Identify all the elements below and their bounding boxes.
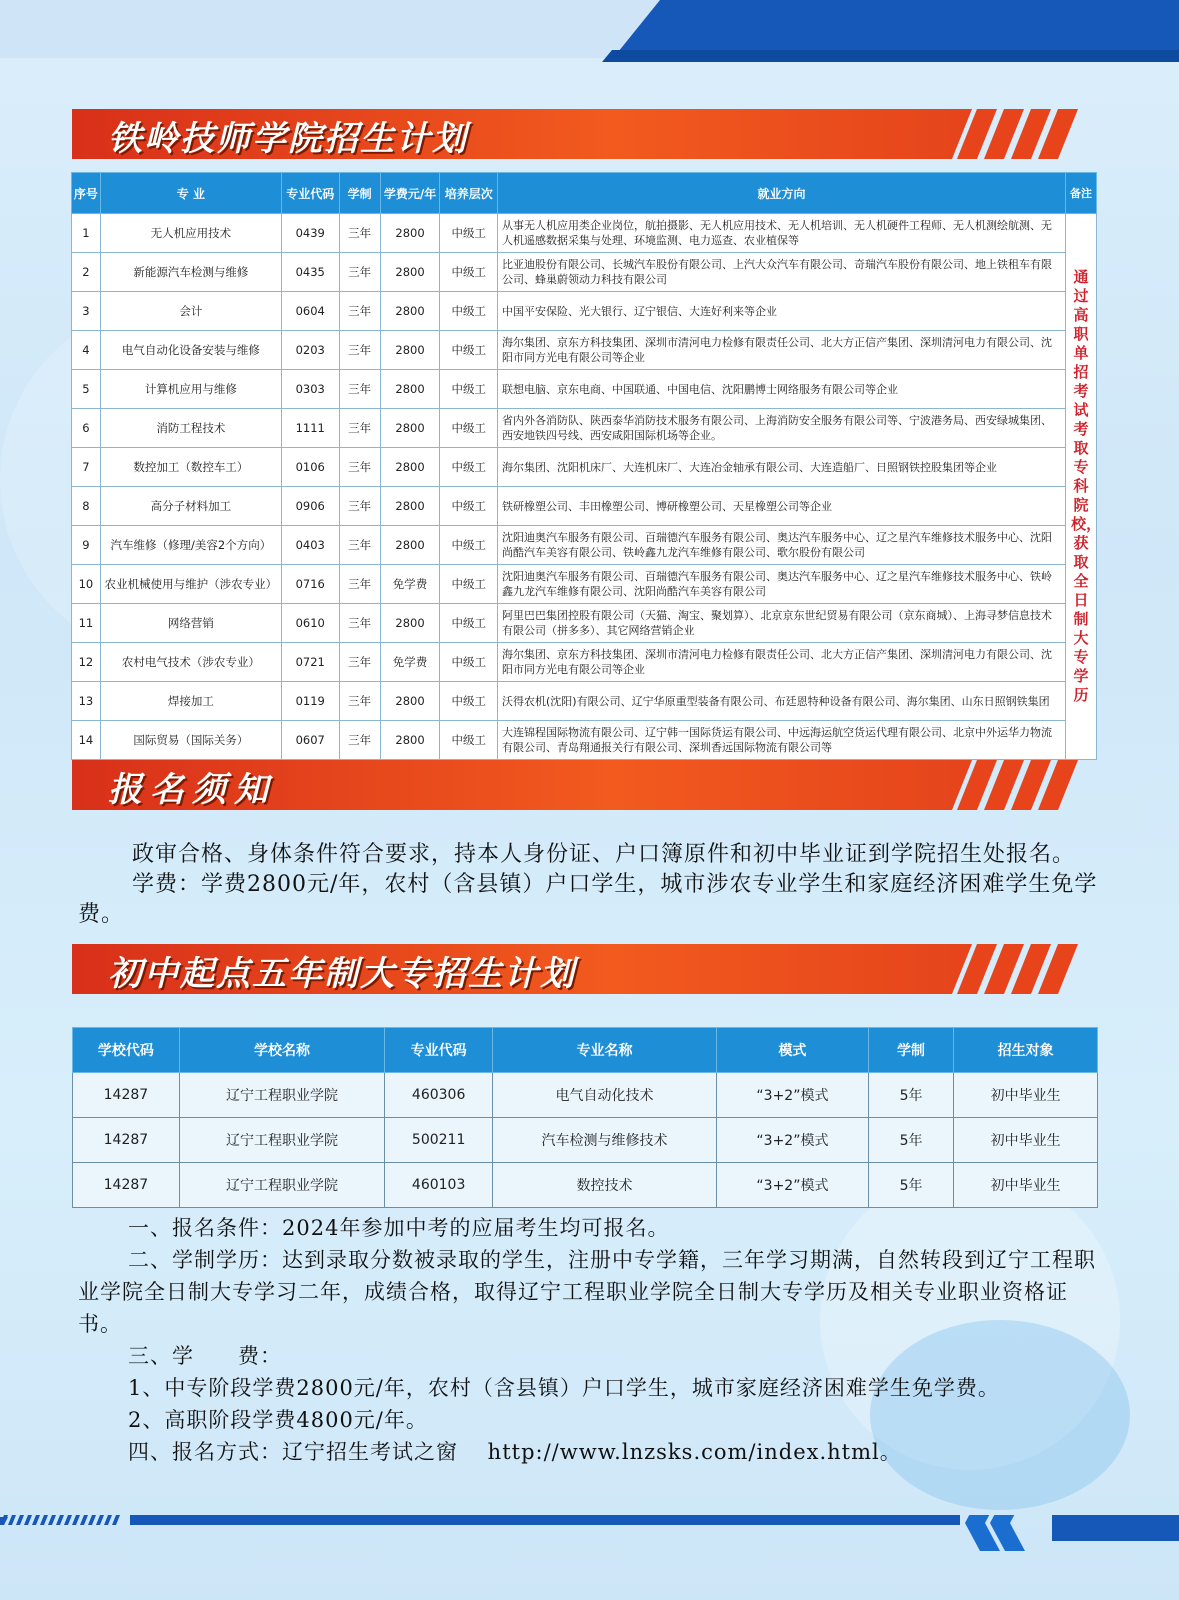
cell-school-name: 辽宁工程职业学院 [179,1118,384,1163]
cell-major: 网络营销 [100,604,281,643]
cell-major: 国际贸易（国际关务） [100,721,281,760]
cell-code: 0607 [281,721,339,760]
cell-major-name: 汽车检测与维修技术 [493,1118,717,1163]
cell-fee: 免学费 [380,565,440,604]
notice-paragraph: 政审合格、身体条件符合要求，持本人身份证、户口簿原件和初中毕业证到学院招生处报名。 [132,842,1076,867]
table-row [73,1073,1098,1118]
cell-no: 5 [72,370,101,409]
cell-level: 中级工 [440,409,498,448]
cell-years: 三年 [339,370,380,409]
stripe-mark [72,1515,80,1525]
cell-target: 初中毕业生 [954,1118,1098,1163]
cell-jobs: 海尔集团、京东方科技集团、深圳市清河电力检修有限责任公司、北大方正信产集团、深圳清河电力有限公司、沈阳市同方光电有限公司等企业 [498,331,1066,370]
cell-major-code: 460306 [385,1073,493,1118]
stripe-mark [104,1515,112,1525]
cell-fee: 2800 [380,487,440,526]
cell-no: 14 [72,721,101,760]
five-year-banner [72,944,1084,994]
cell-no: 6 [72,409,101,448]
cell-no: 12 [72,643,101,682]
cell-mode: “3+2”模式 [716,1073,868,1118]
cell-years: 三年 [339,214,380,253]
cell-major: 会计 [100,292,281,331]
cell-code: 0721 [281,643,339,682]
header-major-name: 专业名称 [493,1028,717,1073]
cell-years: 三年 [339,526,380,565]
rules-paragraph: 二、学制学历：达到录取分数被录取的学生，注册中专学籍，三年学习期满，自然转段到辽宁工程职业学院全日制大专学习二年，成绩合格，取得辽宁工程职业学院全日制大专学历及相关专业职业资格证书。 [78,1248,1096,1336]
cell-jobs: 海尔集团、沈阳机床厂、大连机床厂、大连冶金轴承有限公司、大连造船厂、日照钢铁控股集团等企业 [498,448,1066,487]
cell-school-name: 辽宁工程职业学院 [179,1163,384,1208]
cell-fee: 2800 [380,409,440,448]
stripe-mark [64,1515,72,1525]
cell-years: 三年 [339,253,380,292]
rules-paragraph: 一、报名条件：2024年参加中考的应届考生均可报名。 [128,1216,670,1240]
cell-major: 消防工程技术 [100,409,281,448]
cell-jobs: 阿里巴巴集团控股有限公司（天猫、淘宝、聚划算）、北京京东世纪贸易有限公司（京东商城）、上海寻梦信息技术有限公司（拼多多）、其它网络营销企业 [498,604,1066,643]
cell-target: 初中毕业生 [954,1073,1098,1118]
cell-major: 电气自动化设备安装与维修 [100,331,281,370]
header-major: 专 业 [100,173,281,214]
cell-no: 11 [72,604,101,643]
header-fee: 学费元/年 [380,173,440,214]
cell-jobs: 沈阳迪奥汽车服务有限公司、百瑞德汽车服务有限公司、奥达汽车服务中心、辽之星汽车维修技术服务中心、沈阳尚酷汽车美容有限公司、铁岭鑫九龙汽车维修有限公司、歌尔股份有限公司 [498,526,1066,565]
rules-paragraph: 1、中专阶段学费2800元/年，农村（含县镇）户口学生，城市家庭经济困难学生免学费。 [128,1376,1000,1400]
bottom-decoration [0,1515,1179,1600]
cell-code: 0716 [281,565,339,604]
cell-major: 农业机械使用与维护（涉农专业） [100,565,281,604]
table-row [72,331,1097,370]
cell-code: 1111 [281,409,339,448]
table-header-row [73,1028,1098,1073]
header-years: 学制 [339,173,380,214]
header-years: 学制 [868,1028,953,1073]
cell-code: 0906 [281,487,339,526]
cell-no: 3 [72,292,101,331]
cell-level: 中级工 [440,448,498,487]
header-school-code: 学校代码 [73,1028,180,1073]
table-row [72,565,1097,604]
table-row [72,604,1097,643]
cell-years: 三年 [339,565,380,604]
cell-years: 三年 [339,721,380,760]
cell-level: 中级工 [440,526,498,565]
stripe-mark [8,1515,16,1525]
header-jobs: 就业方向 [498,173,1066,214]
header-mode: 模式 [716,1028,868,1073]
cell-major: 汽车维修（修理/美容2个方向） [100,526,281,565]
cell-years: 三年 [339,682,380,721]
stripe-mark [56,1515,64,1525]
cell-fee: 2800 [380,721,440,760]
cell-level: 中级工 [440,292,498,331]
cell-code: 0435 [281,253,339,292]
cell-major: 新能源汽车检测与维修 [100,253,281,292]
cell-jobs: 中国平安保险、光大银行、辽宁银信、大连好利来等企业 [498,292,1066,331]
cell-level: 中级工 [440,604,498,643]
cell-fee: 2800 [380,214,440,253]
cell-mode: “3+2”模式 [716,1163,868,1208]
cell-years: 三年 [339,487,380,526]
cell-major-name: 电气自动化技术 [493,1073,717,1118]
cell-fee: 2800 [380,526,440,565]
cell-code: 0604 [281,292,339,331]
cell-school-name: 辽宁工程职业学院 [179,1073,384,1118]
cell-fee: 2800 [380,292,440,331]
cell-years: 三年 [339,604,380,643]
table-row [72,370,1097,409]
header-target: 招生对象 [954,1028,1098,1073]
cell-jobs: 海尔集团、京东方科技集团、深圳市清河电力检修有限责任公司、北大方正信产集团、深圳清河电力有限公司、沈阳市同方光电有限公司等企业 [498,643,1066,682]
cell-fee: 2800 [380,253,440,292]
cell-major: 计算机应用与维修 [100,370,281,409]
rules-paragraph: 四、报名方式：辽宁招生考试之窗 http://www.lnzsks.com/index.html。 [128,1440,902,1464]
cell-jobs: 比亚迪股份有限公司、长城汽车股份有限公司、上汽大众汽车有限公司、奇瑞汽车股份有限公司、地上铁租车有限公司、蜂巢蔚领动力科技有限公司 [498,253,1066,292]
cell-major: 农村电气技术（涉农专业） [100,643,281,682]
table-row [72,409,1097,448]
cell-jobs: 省内外各消防队、陕西泰华消防技术服务有限公司、上海消防安全服务有限公司等、宁波港务局、西安绿城集团、西安地铁四号线、西安咸阳国际机场等企业。 [498,409,1066,448]
plan-banner [72,109,1084,159]
stripe-mark [88,1515,96,1525]
header-school-name: 学校名称 [179,1028,384,1073]
cell-major-code: 460103 [385,1163,493,1208]
cell-years: 三年 [339,448,380,487]
table-row [72,214,1097,253]
cell-jobs: 联想电脑、京东电商、中国联通、中国电信、沈阳鹏博士网络服务有限公司等企业 [498,370,1066,409]
stripe-mark [24,1515,32,1525]
table-row [72,682,1097,721]
table-row [72,487,1097,526]
table-row [72,448,1097,487]
cell-level: 中级工 [440,331,498,370]
table-row [72,643,1097,682]
stripe-mark [48,1515,56,1525]
cell-years: 5年 [868,1163,953,1208]
cell-school-code: 14287 [73,1118,180,1163]
cell-no: 4 [72,331,101,370]
cell-level: 中级工 [440,682,498,721]
cell-code: 0403 [281,526,339,565]
cell-years: 三年 [339,643,380,682]
cell-mode: “3+2”模式 [716,1118,868,1163]
cell-jobs: 沃得农机(沈阳)有限公司、辽宁华原重型装备有限公司、布廷恩特种设备有限公司、海尔集团、山东日照钢铁集团 [498,682,1066,721]
stripe-mark [16,1515,24,1525]
stripe-mark [32,1515,40,1525]
banner-title: 报名须知 [108,770,276,810]
cell-jobs: 沈阳迪奥汽车服务有限公司、百瑞德汽车服务有限公司、奥达汽车服务中心、辽之星汽车维修技术服务中心、铁岭鑫九龙汽车维修有限公司、沈阳尚酷汽车美容有限公司 [498,565,1066,604]
header-level: 培养层次 [440,173,498,214]
cell-level: 中级工 [440,643,498,682]
cell-fee: 2800 [380,682,440,721]
notice-banner [72,760,1084,810]
header-note: 备注 [1066,173,1097,214]
header-code: 专业代码 [281,173,339,214]
cell-years: 三年 [339,331,380,370]
cell-no: 9 [72,526,101,565]
cell-code: 0303 [281,370,339,409]
cell-level: 中级工 [440,214,498,253]
rules-paragraph: 三、学 费： [128,1344,282,1368]
cell-fee: 2800 [380,448,440,487]
cell-no: 10 [72,565,101,604]
cell-code: 0610 [281,604,339,643]
table-row [73,1163,1098,1208]
table-row [72,292,1097,331]
table-row [72,526,1097,565]
cell-no: 7 [72,448,101,487]
cell-no: 8 [72,487,101,526]
cell-code: 0106 [281,448,339,487]
table-row [72,253,1097,292]
rules-text [78,1212,1098,1468]
cell-years: 三年 [339,409,380,448]
cell-major: 焊接加工 [100,682,281,721]
cell-jobs: 大连锦程国际物流有限公司、辽宁韩一国际货运有限公司、中远海运航空货运代理有限公司、北京中外运华力物流有限公司、青岛翔通报关行有限公司、深圳香远国际物流有限公司等 [498,721,1066,760]
header-no: 序号 [72,173,101,214]
cell-major: 高分子材料加工 [100,487,281,526]
cell-fee: 2800 [380,331,440,370]
table-row [73,1118,1098,1163]
table-header-row [72,173,1097,214]
cell-level: 中级工 [440,565,498,604]
table-row [72,721,1097,760]
five-year-plan-table [72,1027,1098,1208]
cell-no: 2 [72,253,101,292]
enrollment-plan-table [71,172,1102,760]
cell-code: 0203 [281,331,339,370]
banner-title: 铁岭技师学院招生计划 [108,119,468,159]
cell-years: 三年 [339,292,380,331]
cell-no: 13 [72,682,101,721]
notice-text [78,840,1098,930]
cell-school-code: 14287 [73,1073,180,1118]
cell-years: 5年 [868,1118,953,1163]
rules-paragraph: 2、高职阶段学费4800元/年。 [128,1408,428,1432]
cell-fee: 2800 [380,604,440,643]
cell-no: 1 [72,214,101,253]
cell-level: 中级工 [440,487,498,526]
cell-note: 通过高职单招考试考取专科院校，获取全日制大专学历 [1066,214,1097,760]
stripe-mark [112,1515,120,1525]
stripe-mark [96,1515,104,1525]
cell-jobs: 铁研橡塑公司、丰田橡塑公司、博研橡塑公司、天星橡塑公司等企业 [498,487,1066,526]
cell-level: 中级工 [440,721,498,760]
cell-years: 5年 [868,1073,953,1118]
cell-major-name: 数控技术 [493,1163,717,1208]
cell-major-code: 500211 [385,1118,493,1163]
cell-fee: 2800 [380,370,440,409]
top-decoration [0,0,1179,70]
notice-paragraph: 学费：学费2800元/年，农村（含县镇）户口学生，城市涉农专业学生和家庭经济困难学生免学费。 [78,872,1098,927]
cell-fee: 免学费 [380,643,440,682]
cell-major: 数控加工（数控车工） [100,448,281,487]
stripe-mark [80,1515,88,1525]
header-major-code: 专业代码 [385,1028,493,1073]
cell-level: 中级工 [440,370,498,409]
cell-target: 初中毕业生 [954,1163,1098,1208]
cell-level: 中级工 [440,253,498,292]
stripe-mark [40,1515,48,1525]
cell-code: 0119 [281,682,339,721]
cell-jobs: 从事无人机应用类企业岗位，航拍摄影、无人机应用技术、无人机培训、无人机硬件工程师、无人机测绘航测、无人机遥感数据采集与处理、环境监测、电力巡查、农业植保等 [498,214,1066,253]
cell-major: 无人机应用技术 [100,214,281,253]
cell-code: 0439 [281,214,339,253]
cell-school-code: 14287 [73,1163,180,1208]
banner-title: 初中起点五年制大专招生计划 [108,954,576,994]
